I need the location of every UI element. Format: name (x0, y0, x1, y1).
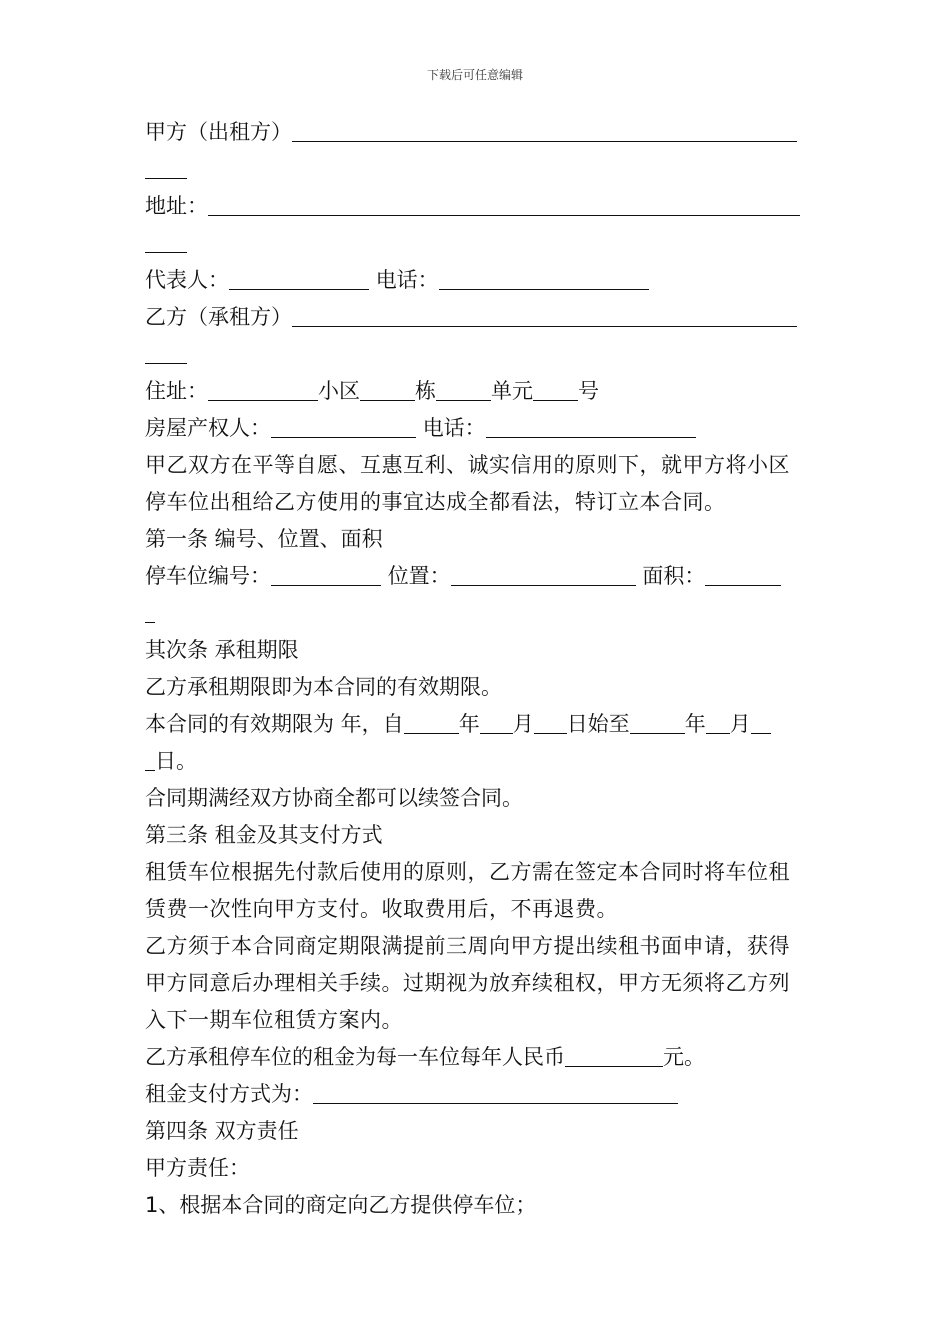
art3-p1: 租赁车位根据先付款后使用的原则，乙方需在签定本合同时将车位租赁费一次性向甲方支付。收取费用后，不再退费。 (145, 860, 790, 921)
area-blank[interactable] (705, 563, 781, 586)
hao-blank[interactable] (533, 378, 578, 401)
end-year-label: 年 (684, 712, 706, 736)
spot-number-blank[interactable] (271, 563, 381, 586)
rep-line (145, 262, 810, 299)
contract-body (145, 114, 810, 1224)
danyuan-label: 单元 (491, 379, 533, 403)
start-month-blank[interactable] (480, 711, 513, 734)
art2-p1: 乙方承租期限即为本合同的有效期限。 (145, 675, 502, 699)
rent-unit: 元。 (663, 1045, 705, 1069)
page-header: 下载后可任意编辑 (426, 68, 523, 82)
danyuan-blank[interactable] (436, 378, 491, 401)
party-a-blank-cont[interactable] (145, 156, 187, 179)
party-b-phone-blank[interactable] (486, 415, 696, 438)
party-a-resp: 甲方责任： (145, 1156, 250, 1180)
party-a-label: 甲方（出租方） (145, 120, 292, 144)
article-3-title: 第三条 租金及其支付方式 (145, 823, 383, 847)
party-a-line (145, 114, 810, 151)
party-b-blank-cont[interactable] (145, 341, 187, 364)
rent-text: 乙方承租停车位的租金为每一车位每年人民币 (145, 1045, 565, 1069)
end-month-blank[interactable] (706, 711, 730, 734)
start-month-label: 月 (512, 712, 534, 736)
owner-blank[interactable] (271, 415, 416, 438)
party-b-blank[interactable] (292, 304, 797, 327)
payment-label: 租金支付方式为： (145, 1082, 313, 1106)
address-line (145, 188, 810, 225)
start-day-blank[interactable] (534, 711, 567, 734)
area-continuation (145, 595, 810, 632)
resp-item-1: 1、根据本合同的商定向乙方提供停车位； (145, 1193, 537, 1217)
party-a-phone-label: 电话： (375, 268, 439, 292)
rep-blank[interactable] (229, 267, 369, 290)
payment-method-blank[interactable] (313, 1081, 678, 1104)
location-label: 位置： (387, 564, 451, 588)
end-day-blank[interactable] (751, 711, 771, 734)
term-line (145, 706, 810, 743)
payment-line (145, 1076, 810, 1113)
area-label: 面积： (642, 564, 706, 588)
party-b-phone-label: 电话： (422, 416, 486, 440)
spot-number-label: 停车位编号： (145, 564, 271, 588)
party-a-blank[interactable] (292, 119, 797, 142)
party-b-continuation (145, 336, 810, 373)
area-blank-cont[interactable] (145, 600, 155, 623)
xiaoqu-blank[interactable] (208, 378, 318, 401)
rent-amount-blank[interactable] (565, 1044, 663, 1067)
address-continuation (145, 225, 810, 262)
party-b-label: 乙方（承租方） (145, 305, 292, 329)
start-year-blank[interactable] (404, 711, 459, 734)
start-year-label: 年 (458, 712, 480, 736)
hao-label: 号 (578, 379, 599, 403)
end-day-blank-cont[interactable] (145, 748, 155, 771)
owner-line (145, 410, 810, 447)
rep-label: 代表人： (145, 268, 229, 292)
residence-label: 住址： (145, 379, 208, 403)
rent-line (145, 1039, 810, 1076)
address-label: 地址： (145, 194, 208, 218)
party-b-line (145, 299, 810, 336)
parking-spot-line (145, 558, 810, 595)
end-day-label: 日。 (155, 749, 197, 773)
party-a-continuation (145, 151, 810, 188)
article-2-title: 其次条 承租期限 (145, 638, 299, 662)
owner-label: 房屋产权人： (145, 416, 271, 440)
location-blank[interactable] (451, 563, 636, 586)
party-a-phone-blank[interactable] (439, 267, 649, 290)
dong-label: 栋 (415, 379, 436, 403)
end-month-label: 月 (729, 712, 751, 736)
intro-paragraph: 甲乙双方在平等自愿、互惠互利、诚实信用的原则下，就甲方将小区停车位出租给乙方使用的事宜达成全都看法，特订立本合同。 (145, 453, 790, 514)
dong-blank[interactable] (360, 378, 415, 401)
art3-p2: 乙方须于本合同商定期限满提前三周向甲方提出续租书面申请，获得甲方同意后办理相关手续。过期视为放弃续租权，甲方无须将乙方列入下一期车位租赁方案内。 (145, 934, 790, 1032)
address-blank-cont[interactable] (145, 230, 187, 253)
start-day-label: 日始至 (566, 712, 630, 736)
term-text: 本合同的有效期限为 年，自 (145, 712, 404, 736)
term-line-cont (145, 743, 810, 780)
article-4-title: 第四条 双方责任 (145, 1119, 299, 1143)
end-year-blank[interactable] (630, 711, 685, 734)
address-blank[interactable] (208, 193, 800, 216)
article-1-title: 第一条 编号、位置、面积 (145, 527, 383, 551)
residence-line (145, 373, 810, 410)
art2-p3: 合同期满经双方协商全都可以续签合同。 (145, 786, 523, 810)
xiaoqu-label: 小区 (318, 379, 360, 403)
